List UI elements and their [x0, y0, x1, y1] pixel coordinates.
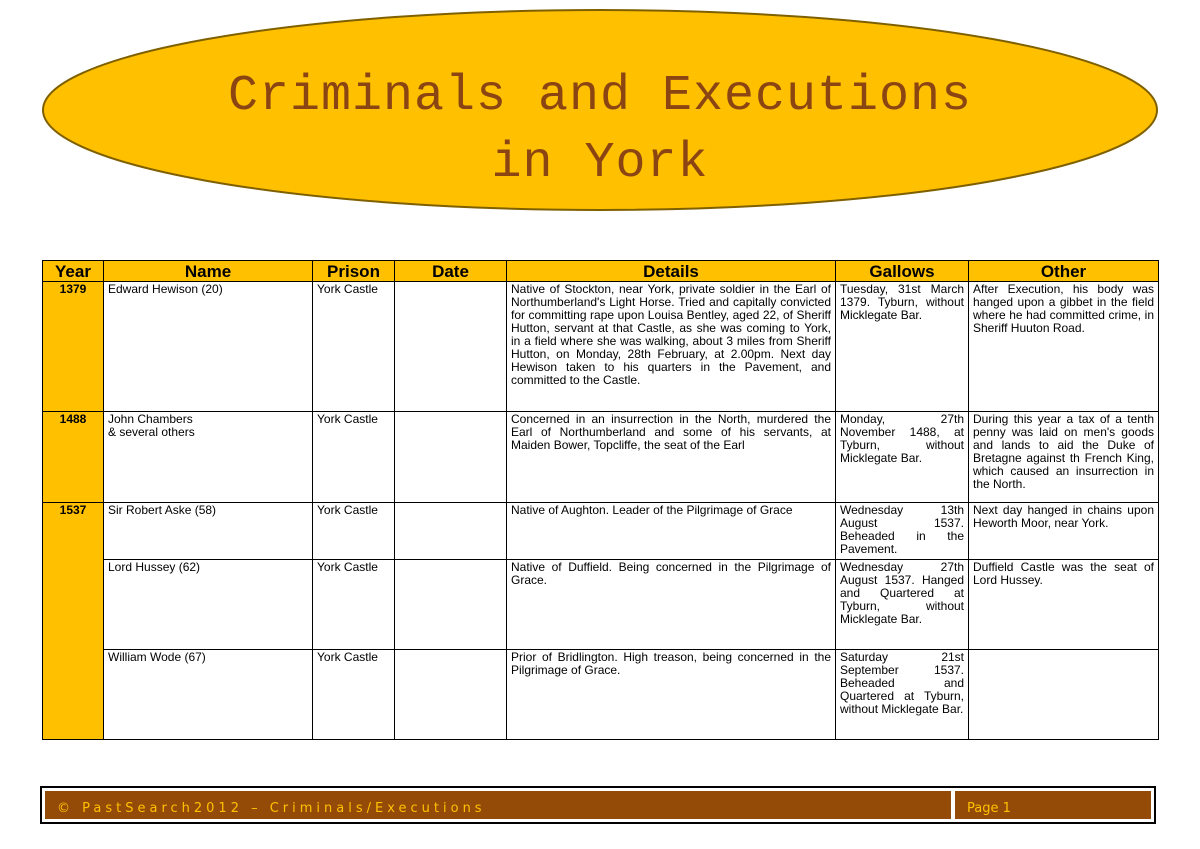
gallows-cell: Saturday 21st September 1537. Beheaded and Quartered at Tyburn, without Micklegate Bar. [836, 650, 969, 740]
prison-cell: York Castle [313, 503, 395, 560]
gallows-cell: Tuesday, 31st March 1379. Tyburn, without Micklegate Bar. [836, 282, 969, 412]
details-cell: Prior of Bridlington. High treason, being concerned in the Pilgrimage of Grace. [507, 650, 836, 740]
date-cell [395, 412, 507, 503]
page-title-line-2: in York [491, 135, 709, 192]
other-cell [969, 650, 1159, 740]
name-cell: Sir Robert Aske (58) [104, 503, 313, 560]
prison-cell: York Castle [313, 412, 395, 503]
footer-bar [45, 791, 1151, 819]
year-cell: 1488 [43, 412, 104, 503]
footer-copyright: © PastSearch2012 – Criminals/Executions [57, 801, 486, 816]
name-cell: Lord Hussey (62) [104, 560, 313, 650]
year-cell: 1379 [43, 282, 104, 412]
year-cell: 1537 [43, 503, 104, 740]
prison-cell: York Castle [313, 560, 395, 650]
date-cell [395, 282, 507, 412]
page-title-line-1: Criminals and Executions [227, 68, 973, 125]
name-cell: John Chambers & several others [104, 412, 313, 503]
date-cell [395, 650, 507, 740]
footer-page-number: Page 1 [967, 801, 1011, 816]
details-cell: Native of Aughton. Leader of the Pilgrimage of Grace [507, 503, 836, 560]
column-header-details: Details [507, 261, 836, 282]
column-header-gallows: Gallows [836, 261, 969, 282]
column-header-date: Date [395, 261, 507, 282]
date-cell [395, 560, 507, 650]
name-cell: Edward Hewison (20) [104, 282, 313, 412]
footer-divider [951, 791, 955, 819]
column-header-year: Year [43, 261, 104, 282]
date-cell [395, 503, 507, 560]
details-cell: Native of Duffield. Being concerned in the Pilgrimage of Grace. [507, 560, 836, 650]
executions-table [42, 260, 1159, 740]
gallows-cell: Monday, 27th November 1488, at Tyburn, without Micklegate Bar. [836, 412, 969, 503]
other-cell: Next day hanged in chains upon Heworth Moor, near York. [969, 503, 1159, 560]
other-cell: During this year a tax of a tenth penny was laid on men's goods and lands to aid the Duke of Bretagne against th French King, which caused an insurrection in the North. [969, 412, 1159, 503]
table-row [43, 560, 1159, 650]
gallows-cell: Wednesday 13th August 1537. Beheaded in the Pavement. [836, 503, 969, 560]
table-row [43, 282, 1159, 412]
details-cell: Concerned in an insurrection in the North, murdered the Earl of Northumberland and some of his servants, at Maiden Bower, Topcliffe, the seat of the Earl [507, 412, 836, 503]
gallows-cell: Wednesday 27th August 1537. Hanged and Quartered at Tyburn, without Micklegate Bar. [836, 560, 969, 650]
table-row [43, 503, 1159, 560]
prison-cell: York Castle [313, 650, 395, 740]
table-header-row [43, 261, 1159, 282]
name-cell: William Wode (67) [104, 650, 313, 740]
prison-cell: York Castle [313, 282, 395, 412]
page-footer [40, 786, 1156, 824]
column-header-other: Other [969, 261, 1159, 282]
table-row [43, 412, 1159, 503]
details-cell: Native of Stockton, near York, private soldier in the Earl of Northumberland's Light Horse. Tried and capitally convicted for committing rape upon Louisa Bentley, aged 22, of Sheriff Hutton, servant at that Castle, as she was coming to York, in a field where she was walking, about 3 miles from Sheriff Hutton, on Monday, 28th February, at 2.00pm. Next day Hewison taken to his quarters in the Pavement, and committed to the Castle. [507, 282, 836, 412]
column-header-name: Name [104, 261, 313, 282]
column-header-prison: Prison [313, 261, 395, 282]
table-row [43, 650, 1159, 740]
other-cell: Duffield Castle was the seat of Lord Hussey. [969, 560, 1159, 650]
other-cell: After Execution, his body was hanged upon a gibbet in the field where he had committed crime, in Sheriff Huuton Road. [969, 282, 1159, 412]
